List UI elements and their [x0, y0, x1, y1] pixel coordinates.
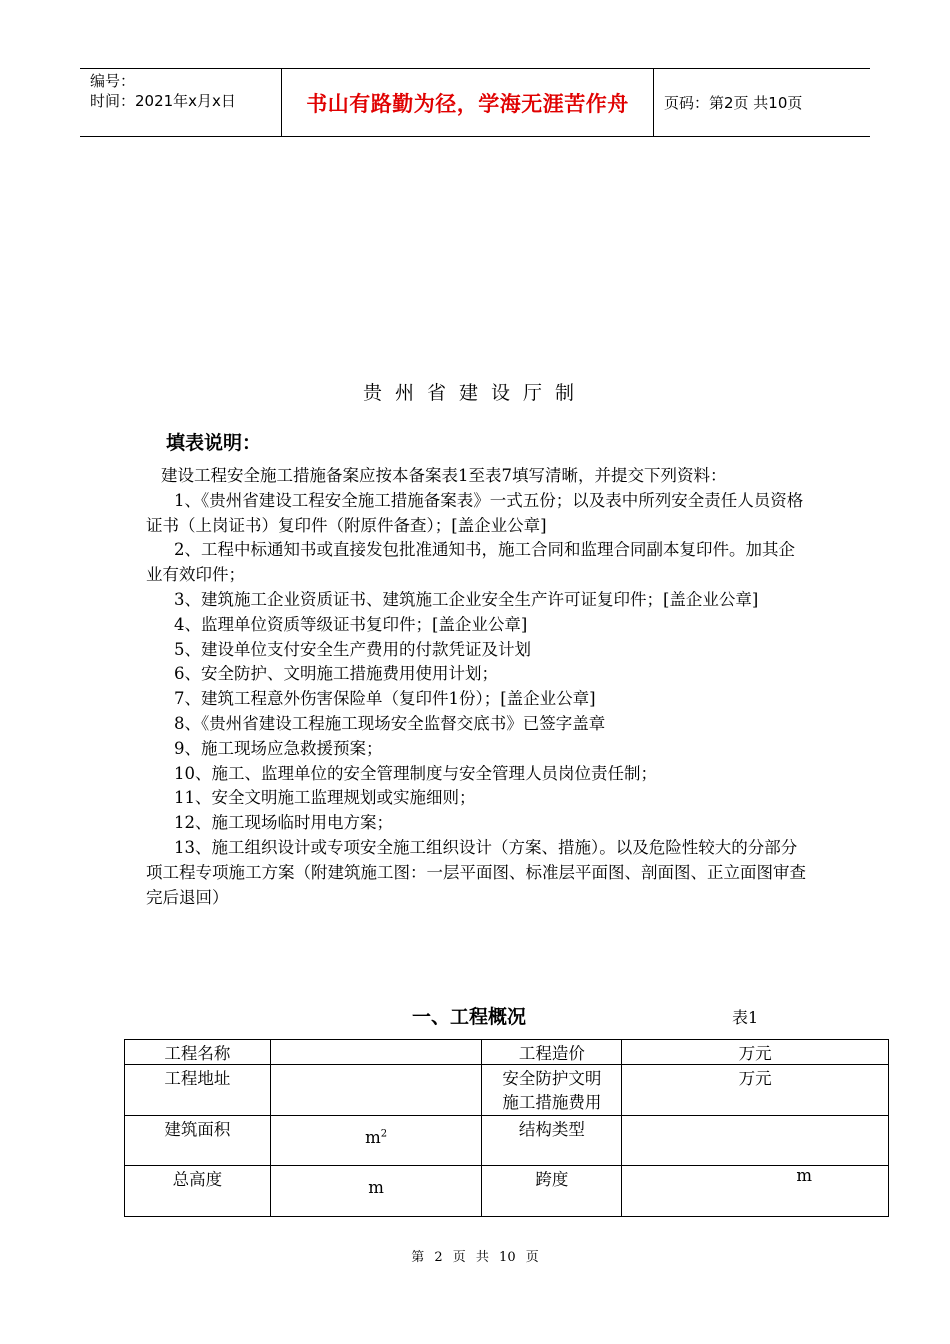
instruction-item: 2、工程中标通知书或直接发包批准通知书，施工合同和监理合同副本复印件。加其企业有效印件；: [146, 540, 795, 585]
label-building-area: 建筑面积: [125, 1116, 271, 1166]
instruction-item: 10、施工、监理单位的安全管理制度与安全管理人员岗位责任制；: [174, 763, 657, 783]
header-motto-cell: [282, 69, 654, 136]
section-title: 一、工程概况: [412, 1006, 527, 1028]
value-building-area[interactable]: [270, 1116, 482, 1166]
safety-fee-line1: 安全防护文明: [502, 1069, 602, 1088]
value-total-height[interactable]: [270, 1166, 482, 1217]
label-safety-fee: [482, 1065, 622, 1116]
instruction-item: 11、安全文明施工监理规划或实施细则；: [174, 788, 476, 808]
label-project-name: 工程名称: [125, 1040, 271, 1065]
table-row: [125, 1040, 889, 1065]
fill-instructions-title: 填表说明：: [166, 432, 262, 454]
value-project-address[interactable]: [270, 1065, 482, 1116]
table-number: 表1: [732, 1008, 759, 1027]
instruction-item: 7、建筑工程意外伤害保险单（复印件1份）；[盖企业公章]: [174, 689, 596, 709]
instruction-item: 13、施工组织设计或专项安全施工组织设计（方案、措施）。以及危险性较大的分部分项工程专项施工方案（附建筑施工图：一层平面图、标准层平面图、剖面图、正立面图审查完后退回）: [146, 837, 806, 907]
label-project-address: 工程地址: [125, 1065, 271, 1116]
instruction-item: 12、施工现场临时用电方案；: [174, 813, 393, 833]
value-project-cost[interactable]: [622, 1040, 889, 1065]
header-motto: 书山有路勤为径，学海无涯苦作舟: [306, 91, 629, 116]
header-page-info: 页码：第2页 共10页: [664, 94, 803, 112]
instruction-item: 3、建筑施工企业资质证书、建筑施工企业安全生产许可证复印件；[盖企业公章]: [174, 589, 759, 609]
instruction-item: 1、《贵州省建设工程安全施工措施备案表》一式五份；以及表中所列安全责任人员资格证书（上岗证书）复印件（附原件备查）；[盖企业公章]: [146, 490, 804, 535]
cost-unit: 万元: [738, 1044, 772, 1063]
instruction-item: 9、施工现场应急救援预案；: [174, 738, 383, 758]
area-unit: m: [365, 1128, 381, 1147]
label-total-height: 总高度: [125, 1166, 271, 1217]
issuer-line: 贵州省建设厅制: [362, 382, 587, 404]
table-row: [125, 1166, 889, 1217]
value-safety-fee[interactable]: [622, 1065, 889, 1116]
instructions-intro: 建设工程安全施工措施备案应按本备案表1至表7填写清晰，并提交下列资料：: [161, 466, 727, 485]
label-structure-type: 结构类型: [482, 1116, 622, 1166]
time-label: 时间：2021年x月x日: [90, 92, 236, 110]
span-unit: m: [796, 1166, 812, 1185]
safety-fee-line2: 施工措施费用: [502, 1093, 602, 1112]
project-overview-table: [124, 1039, 889, 1217]
page-header: [80, 68, 870, 137]
header-meta: [80, 69, 282, 136]
value-structure-type[interactable]: [622, 1116, 889, 1166]
height-unit: m: [368, 1178, 384, 1197]
instruction-item: 8、《贵州省建设工程施工现场安全监督交底书》已签字盖章: [174, 713, 606, 733]
safety-fee-unit: 万元: [738, 1069, 772, 1088]
value-project-name[interactable]: [270, 1040, 482, 1065]
label-span: 跨度: [482, 1166, 622, 1217]
instruction-item: 4、监理单位资质等级证书复印件；[盖企业公章]: [174, 614, 528, 634]
table-row: [125, 1116, 889, 1166]
instruction-item: 6、安全防护、文明施工措施费用使用计划；: [174, 664, 498, 684]
value-span[interactable]: [622, 1166, 889, 1217]
instructions-body: [146, 464, 810, 910]
page-footer: 第 2 页 共 10 页: [411, 1250, 539, 1265]
area-unit-wrap: [271, 1116, 482, 1147]
area-unit-sup: 2: [380, 1128, 388, 1140]
instruction-item: 5、建设单位支付安全生产费用的付款凭证及计划: [174, 639, 531, 659]
label-project-cost: 工程造价: [482, 1040, 622, 1065]
number-label: 编号：: [90, 72, 136, 90]
table-row: [125, 1065, 889, 1116]
